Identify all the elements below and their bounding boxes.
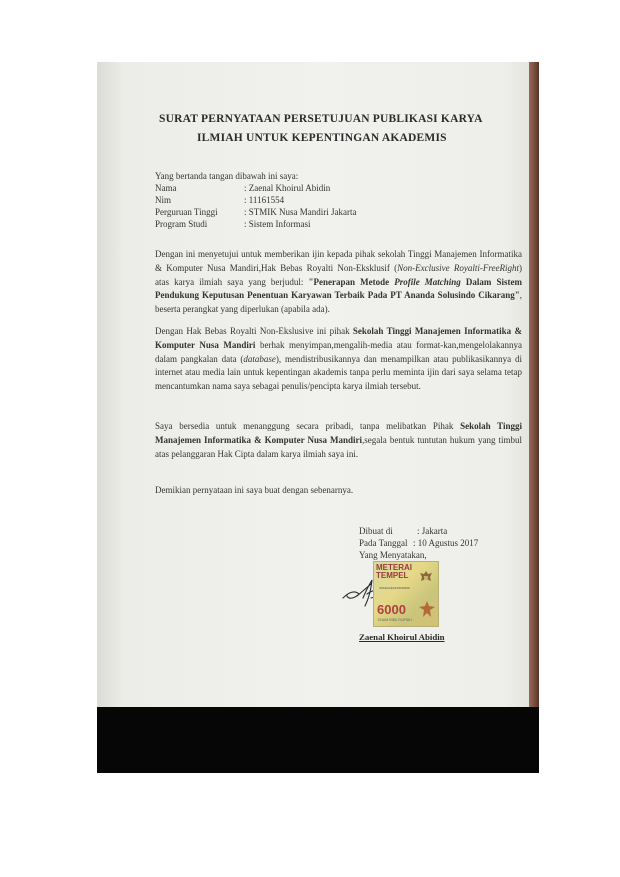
signer-name: Zaenal Khoirul Abidin: [359, 632, 445, 642]
paragraph-rights: Dengan Hak Bebas Royalti Non-Ekslusive ini pihak Sekolah Tinggi Manajemen Informatika & Komputer Nusa Mandiri berhak menyimpan,mengalih-media atau format-kan,mengelolakannya dalam pangkalan data (database), mendistribusikannya dan menampilkan atau publikasikannya di internet atau media lain untuk kepentingan akademis tanpa perlu meminta ijin dari saya selama tetap mencantumkan nama saya sebagai penulis/pencipta karya ilmiah tersebut.: [155, 326, 523, 392]
place-value: : Jakarta: [417, 526, 448, 536]
identity-label-program: Program Studi: [155, 219, 208, 229]
identity-value-program: : Sistem Informasi: [244, 219, 311, 229]
identity-label-university: Perguruan Tinggi: [155, 207, 218, 217]
identity-value-name: : Zaenal Khoirul Abidin: [244, 183, 331, 193]
identity-label-name: Nama: [155, 183, 177, 193]
date-value: : 10 Agustus 2017: [413, 538, 479, 548]
title-line-1: SURAT PERNYATAAN PERSETUJUAN PUBLIKASI KARYA: [159, 113, 483, 125]
stamp-value-words: ENAM RIBU RUPIAH: [378, 618, 412, 622]
paragraph-consent: Dengan ini menyetujui untuk memberikan ijin kepada pihak sekolah Tinggi Manajemen Informatika & Komputer Nusa Mandiri,Hak Bebas Royalti Non-Eksklusif (Non-Exclusive Royalti-FreeRight) atas karya ilmiah saya yang berjudul: "Penerapan Metode Profile Matching Dalam Sistem Pendukung Keputusan Penentuan Karyawan Terbaik Pada PT Ananda Solusindo Cikarang", beserta perangkat yang diperlukan (apabila ada).: [155, 249, 523, 315]
identity-value-university: : STMIK Nusa Mandiri Jakarta: [244, 207, 357, 217]
stamp-title: METERAI TEMPEL: [376, 563, 412, 580]
stamp-value: 6000: [377, 602, 406, 617]
revenue-stamp: [373, 561, 439, 627]
date-label: Pada Tanggal: [359, 538, 408, 548]
identity-label-nim: Nim: [155, 195, 172, 205]
page-edge-shadow: [529, 62, 539, 707]
stated-label: Yang Menyatakan,: [359, 550, 427, 560]
title-line-2: ILMIAH UNTUK KEPENTINGAN AKADEMIS: [197, 132, 447, 144]
stamp-ornament-icon: [418, 600, 436, 618]
stamp-serial: 3DFEDAEF469099698: [379, 586, 410, 590]
identity-intro: Yang bertanda tangan dibawah ini saya:: [155, 171, 299, 181]
closing-statement: Demikian pernyataan ini saya buat dengan sebenarnya.: [155, 485, 354, 495]
place-label: Dibuat di: [359, 526, 393, 536]
dark-background-strip: [97, 707, 539, 773]
garuda-emblem-icon: [418, 569, 434, 587]
paragraph-liability: Saya bersedia untuk menanggung secara pribadi, tanpa melibatkan Pihak Sekolah Tinggi Manajemen Informatika & Komputer Nusa Mandiri,segala bentuk tuntutan hukum yang timbul atas pelanggaran Hak Cipta dalam karya ilmiah saya ini.: [155, 421, 522, 459]
document-photo: [97, 62, 539, 773]
identity-value-nim: : 11161554: [244, 195, 285, 205]
